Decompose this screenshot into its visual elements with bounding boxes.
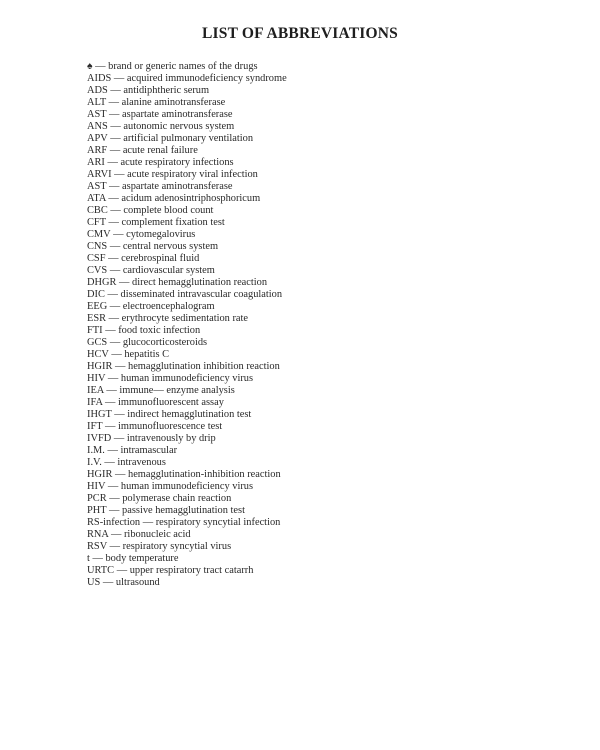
page-title: LIST OF ABBREVIATIONS xyxy=(201,25,398,42)
abbreviation-term: RSV xyxy=(87,541,108,552)
em-dash-separator: — xyxy=(92,61,109,72)
em-dash-separator: — xyxy=(105,373,121,384)
em-dash-separator: — xyxy=(105,217,122,228)
abbreviation-definition: food toxic infection xyxy=(118,325,201,336)
abbreviation-entry xyxy=(87,73,287,85)
em-dash-separator: — xyxy=(107,541,123,552)
em-dash-separator: — xyxy=(107,337,123,348)
abbreviation-entry xyxy=(87,157,287,169)
em-dash-separator: — xyxy=(107,241,123,252)
em-dash-separator: — xyxy=(105,481,121,492)
abbreviation-term: URTC xyxy=(87,565,115,576)
abbreviation-definition: passive hemagglutination test xyxy=(122,505,245,516)
abbreviation-definition: central nervous system xyxy=(122,241,219,252)
abbreviation-term: CFT xyxy=(87,217,106,228)
abbreviation-term: HGIR xyxy=(87,361,113,372)
abbreviation-term: GCS xyxy=(87,337,108,348)
abbreviation-definition: ribonucleic acid xyxy=(123,529,191,540)
abbreviation-entry xyxy=(87,409,287,421)
abbreviation-definition: cerebrospinal fluid xyxy=(121,253,200,264)
em-dash-separator: — xyxy=(104,157,121,168)
abbreviation-entry xyxy=(87,445,287,457)
abbreviation-term: PCR xyxy=(87,493,107,504)
abbreviation-term: HGIR xyxy=(87,469,113,480)
abbreviation-term: RNA xyxy=(87,529,109,540)
abbreviation-entry xyxy=(87,529,287,541)
em-dash-separator: — xyxy=(102,325,119,336)
abbreviation-term: DHGR xyxy=(87,277,117,288)
em-dash-separator: — xyxy=(140,517,156,528)
abbreviation-definition: aspartate aminotransferase xyxy=(122,181,233,192)
abbreviation-definition: hemagglutination-inhibition reaction xyxy=(128,469,281,480)
abbreviation-term: PHT xyxy=(87,505,107,516)
abbreviation-entry xyxy=(87,145,287,157)
em-dash-separator: — xyxy=(106,313,122,324)
abbreviation-entry xyxy=(87,457,287,469)
abbreviation-definition: ultrasound xyxy=(115,577,160,588)
em-dash-separator: — xyxy=(103,385,120,396)
abbreviation-definition: acidum adenosintriphosphoricum xyxy=(121,193,261,204)
em-dash-separator: — xyxy=(100,577,116,588)
em-dash-separator: — xyxy=(107,301,123,312)
em-dash-separator: — xyxy=(112,361,128,372)
abbreviation-entry xyxy=(87,265,287,277)
em-dash-separator: — xyxy=(101,457,118,468)
abbreviation-term: HIV xyxy=(87,481,106,492)
abbreviation-term: RS-infection xyxy=(87,517,141,528)
abbreviation-entry xyxy=(87,61,287,73)
abbreviation-term: ESR xyxy=(87,313,107,324)
abbreviation-term: IFT xyxy=(87,421,103,432)
abbreviation-entry xyxy=(87,385,287,397)
em-dash-separator: — xyxy=(105,193,122,204)
abbreviation-term: CMV xyxy=(87,229,111,240)
abbreviation-entry xyxy=(87,181,287,193)
abbreviation-term: IVFD xyxy=(87,433,112,444)
abbreviation-entry xyxy=(87,325,287,337)
em-dash-separator: — xyxy=(111,169,128,180)
abbreviation-term: ALT xyxy=(87,97,107,108)
abbreviation-definition: human immunodeficiency virus xyxy=(120,373,254,384)
abbreviation-entry xyxy=(87,337,287,349)
abbreviation-entry xyxy=(87,397,287,409)
em-dash-separator: — xyxy=(107,121,124,132)
abbreviation-definition: immune— enzyme analysis xyxy=(119,385,235,396)
abbreviation-definition: intramascular xyxy=(120,445,178,456)
abbreviation-entry xyxy=(87,253,287,265)
abbreviation-entry xyxy=(87,289,287,301)
abbreviation-entry xyxy=(87,193,287,205)
abbreviation-entry xyxy=(87,85,287,97)
abbreviation-definition: autonomic nervous system xyxy=(123,121,235,132)
abbreviation-entry xyxy=(87,553,287,565)
abbreviation-term: ADS xyxy=(87,85,108,96)
abbreviation-definition: hemagglutination inhibition reaction xyxy=(128,361,280,372)
abbreviation-term: ARF xyxy=(87,145,108,156)
abbreviation-entry xyxy=(87,577,287,589)
abbreviation-definition: intravenously by drip xyxy=(126,433,216,444)
abbreviation-entry xyxy=(87,133,287,145)
em-dash-separator: — xyxy=(111,409,128,420)
abbreviation-entry xyxy=(87,205,287,217)
abbreviation-definition: body temperature xyxy=(105,553,179,564)
abbreviation-definition: immunofluorescence test xyxy=(118,421,223,432)
abbreviation-definition: complete blood count xyxy=(123,205,214,216)
abbreviation-list xyxy=(87,61,287,589)
abbreviation-term: ANS xyxy=(87,121,108,132)
abbreviation-definition: glucocorticosteroids xyxy=(122,337,208,348)
abbreviation-entry xyxy=(87,505,287,517)
em-dash-separator: — xyxy=(104,289,121,300)
abbreviation-term: IHGT xyxy=(87,409,112,420)
em-dash-separator: — xyxy=(106,181,123,192)
abbreviation-entry xyxy=(87,349,287,361)
abbreviation-definition: acute respiratory infections xyxy=(120,157,234,168)
em-dash-separator: — xyxy=(107,85,124,96)
em-dash-separator: — xyxy=(114,565,130,576)
abbreviation-term: DIC xyxy=(87,289,105,300)
abbreviation-entry xyxy=(87,109,287,121)
abbreviation-definition: respiratory syncytial infection xyxy=(155,517,281,528)
abbreviation-definition: upper respiratory tract catarrh xyxy=(129,565,254,576)
abbreviation-definition: direct hemagglutination reaction xyxy=(132,277,268,288)
abbreviation-definition: electroencephalogram xyxy=(122,301,215,312)
em-dash-separator: — xyxy=(89,553,106,564)
abbreviation-definition: complement fixation test xyxy=(121,217,225,228)
abbreviation-entry xyxy=(87,565,287,577)
abbreviation-term: t xyxy=(87,553,90,564)
abbreviation-term: HIV xyxy=(87,373,106,384)
em-dash-separator: — xyxy=(112,469,128,480)
abbreviation-entry xyxy=(87,517,287,529)
abbreviation-definition: immunofluorescent assay xyxy=(118,397,224,408)
abbreviation-term: I.V. xyxy=(87,457,102,468)
em-dash-separator: — xyxy=(110,229,127,240)
abbreviation-entry xyxy=(87,313,287,325)
abbreviation-term: US xyxy=(87,577,101,588)
abbreviation-definition: aspartate aminotransferase xyxy=(122,109,233,120)
abbreviation-term: CSF xyxy=(87,253,106,264)
abbreviation-term: AIDS xyxy=(87,73,112,84)
abbreviation-term: HCV xyxy=(87,349,109,360)
abbreviation-definition: artificial pulmonary ventilation xyxy=(123,133,254,144)
abbreviation-definition: erythrocyte sedimentation rate xyxy=(121,313,249,324)
abbreviation-term: FTI xyxy=(87,325,103,336)
em-dash-separator: — xyxy=(111,73,127,84)
em-dash-separator: — xyxy=(108,349,125,360)
abbreviation-term: IEA xyxy=(87,385,104,396)
abbreviation-term: ATA xyxy=(87,193,106,204)
abbreviation-entry xyxy=(87,541,287,553)
abbreviation-term: CBC xyxy=(87,205,108,216)
em-dash-separator: — xyxy=(106,493,123,504)
em-dash-separator: — xyxy=(107,205,124,216)
abbreviation-definition: cardiovascular system xyxy=(122,265,215,276)
abbreviation-entry xyxy=(87,421,287,433)
em-dash-separator: — xyxy=(106,505,123,516)
abbreviation-term: ARVI xyxy=(87,169,112,180)
abbreviation-term: AST xyxy=(87,181,107,192)
abbreviation-entry xyxy=(87,481,287,493)
em-dash-separator: — xyxy=(107,133,124,144)
abbreviation-definition: indirect hemagglutination test xyxy=(127,409,252,420)
abbreviation-term: CNS xyxy=(87,241,108,252)
abbreviation-term: ♠ xyxy=(87,61,93,72)
em-dash-separator: — xyxy=(108,529,124,540)
abbreviation-definition: acquired immunodeficiency syndrome xyxy=(126,73,287,84)
em-dash-separator: — xyxy=(107,145,123,156)
abbreviation-entry xyxy=(87,277,287,289)
abbreviation-entry xyxy=(87,241,287,253)
abbreviation-entry xyxy=(87,229,287,241)
abbreviation-entry xyxy=(87,373,287,385)
abbreviation-definition: acute respiratory viral infection xyxy=(127,169,258,180)
abbreviation-definition: respiratory syncytial virus xyxy=(122,541,232,552)
abbreviation-entry xyxy=(87,169,287,181)
abbreviation-definition: intravenous xyxy=(117,457,166,468)
abbreviation-entry xyxy=(87,433,287,445)
abbreviation-entry xyxy=(87,121,287,133)
abbreviation-entry xyxy=(87,361,287,373)
abbreviation-definition: alanine aminotransferase xyxy=(121,97,226,108)
abbreviation-definition: human immunodeficiency virus xyxy=(120,481,254,492)
abbreviation-term: AST xyxy=(87,109,107,120)
abbreviation-definition: antidiphtheric serum xyxy=(123,85,210,96)
abbreviation-entry xyxy=(87,493,287,505)
em-dash-separator: — xyxy=(105,253,122,264)
em-dash-separator: — xyxy=(107,265,123,276)
em-dash-separator: — xyxy=(106,109,123,120)
em-dash-separator: — xyxy=(102,421,118,432)
em-dash-separator: — xyxy=(111,433,127,444)
abbreviation-term: CVS xyxy=(87,265,108,276)
abbreviation-definition: brand or generic names of the drugs xyxy=(108,61,258,72)
abbreviation-definition: acute renal failure xyxy=(122,145,198,156)
abbreviation-entry xyxy=(87,469,287,481)
abbreviation-definition: disseminated intravascular coagulation xyxy=(120,289,283,300)
abbreviation-term: IFA xyxy=(87,397,103,408)
abbreviation-term: I.M. xyxy=(87,445,105,456)
abbreviation-entry xyxy=(87,301,287,313)
em-dash-separator: — xyxy=(102,397,118,408)
abbreviation-entry xyxy=(87,97,287,109)
abbreviation-definition: polymerase chain reaction xyxy=(122,493,232,504)
em-dash-separator: — xyxy=(106,97,122,108)
em-dash-separator: — xyxy=(104,445,121,456)
em-dash-separator: — xyxy=(116,277,133,288)
abbreviation-definition: cytomegalovirus xyxy=(126,229,196,240)
abbreviation-term: APV xyxy=(87,133,108,144)
abbreviation-term: EEG xyxy=(87,301,108,312)
abbreviation-definition: hepatitis C xyxy=(124,349,170,360)
abbreviation-entry xyxy=(87,217,287,229)
abbreviation-term: ARI xyxy=(87,157,105,168)
